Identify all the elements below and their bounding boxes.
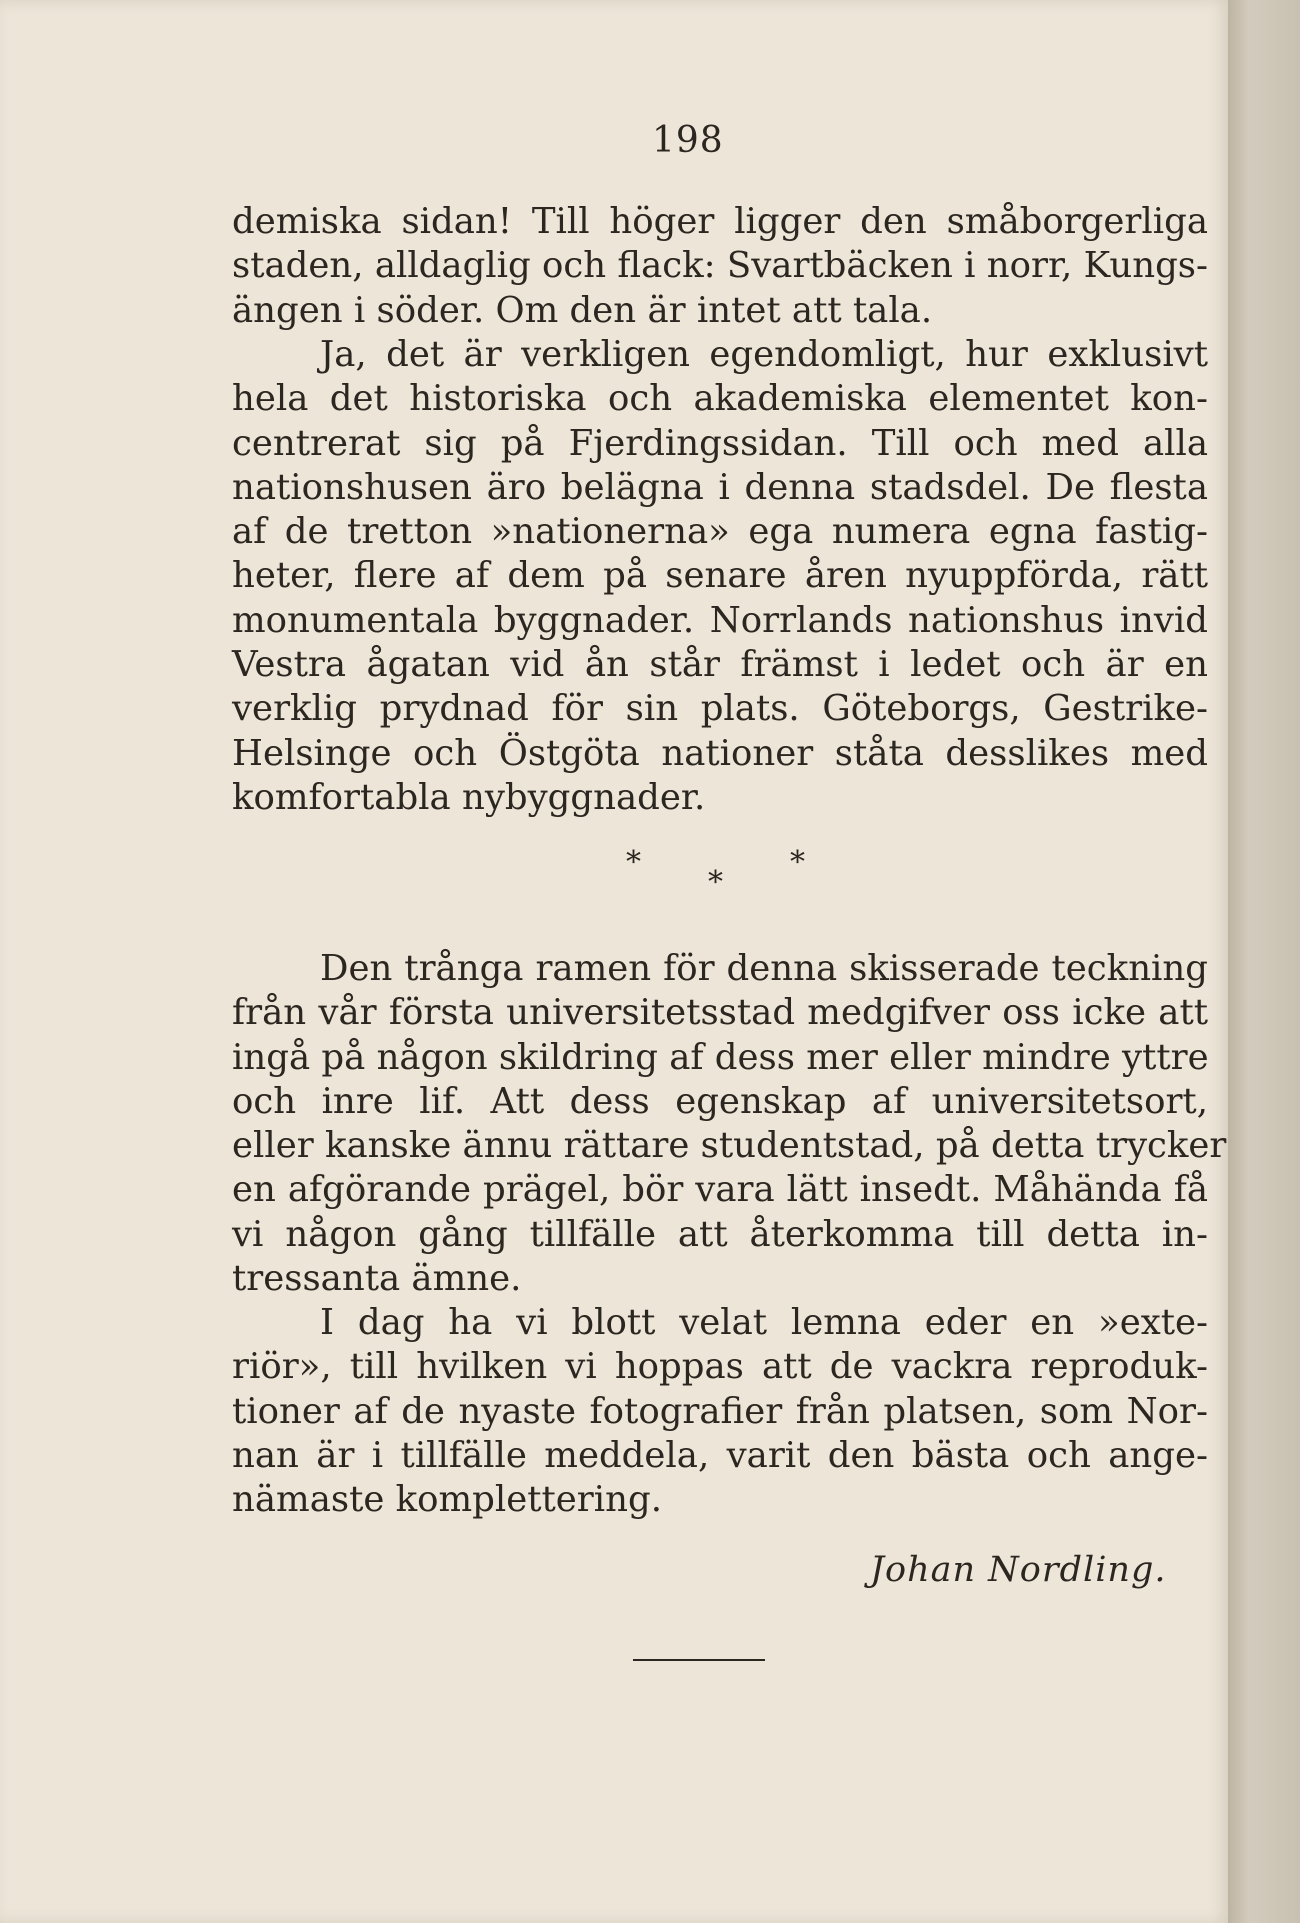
text-line: monumentala byggnader. Norrlands nationshus invid xyxy=(232,599,1208,641)
text-line: riör», till hvilken vi hoppas att de vackra reproduk- xyxy=(232,1346,1208,1388)
text-line: eller kanske ännu rättare studentstad, på detta trycker xyxy=(232,1125,1227,1167)
text-line: tioner af de nyaste fotografier från platsen, som Nor- xyxy=(232,1390,1208,1432)
text-line: I dag ha vi blott velat lemna eder en »exte- xyxy=(320,1302,1208,1343)
text-line: verklig prydnad för sin plats. Göteborgs, Gestrike- xyxy=(232,688,1208,730)
page-edge xyxy=(1228,0,1300,1923)
text-line: Helsinge och Östgöta nationer ståta desslikes med xyxy=(232,732,1208,774)
text-line: hela det historiska och akademiska elementet kon- xyxy=(232,378,1208,420)
text-line: vi någon gång tillfälle att återkomma till detta in- xyxy=(232,1213,1208,1255)
text-line: Den trånga ramen för denna skisserade teckning xyxy=(320,948,1208,989)
text-line: en afgörande prägel, bör vara lätt insedt. Måhända få xyxy=(232,1169,1208,1211)
closing-rule xyxy=(633,1659,765,1661)
asterisk: * xyxy=(708,865,723,900)
text-line: ängen i söder. Om den är intet att tala. xyxy=(232,289,933,331)
asterisk: * xyxy=(626,845,641,880)
text-line: ingå på någon skildring af dess mer eller mindre yttre xyxy=(232,1036,1209,1078)
author-signature: Johan Nordling. xyxy=(870,1550,1167,1590)
text-line: från vår första universitetsstad medgifver oss icke att xyxy=(232,992,1208,1034)
text-line: tressanta ämne. xyxy=(232,1258,522,1300)
section-break xyxy=(600,845,840,905)
text-line: demiska sidan! Till höger ligger den småborgerliga xyxy=(232,201,1208,242)
text-line: staden, alldaglig och flack: Svartbäcken i norr, Kungs- xyxy=(232,245,1209,287)
paragraph-3 xyxy=(232,947,1227,1301)
text-line: och inre lif. Att dess egenskap af universitetsort, xyxy=(232,1080,1208,1122)
text-line: Vestra ågatan vid ån står främst i ledet och är en xyxy=(232,644,1208,686)
text-line: nationshusen äro belägna i denna stadsdel. De flesta xyxy=(232,466,1208,508)
text-line: nämaste komplettering. xyxy=(232,1479,663,1521)
paragraph-4 xyxy=(232,1301,1208,1522)
text-line: nan är i tillfälle meddela, varit den bästa och ange- xyxy=(232,1434,1208,1476)
asterisk: * xyxy=(790,845,805,880)
page-number: 198 xyxy=(652,120,724,161)
text-line: heter, flere af dem på senare åren nyuppförda, rätt xyxy=(232,555,1208,597)
paragraph-1 xyxy=(232,200,1208,333)
paragraph-2 xyxy=(232,333,1208,820)
text-line: centrerat sig på Fjerdingssidan. Till och med alla xyxy=(232,422,1208,464)
text-line: af de tretton »nationerna» ega numera egna fastig- xyxy=(232,511,1208,553)
text-line: Ja, det är verkligen egendomligt, hur exklusivt xyxy=(320,334,1208,375)
text-line: komfortabla nybyggnader. xyxy=(232,776,706,818)
